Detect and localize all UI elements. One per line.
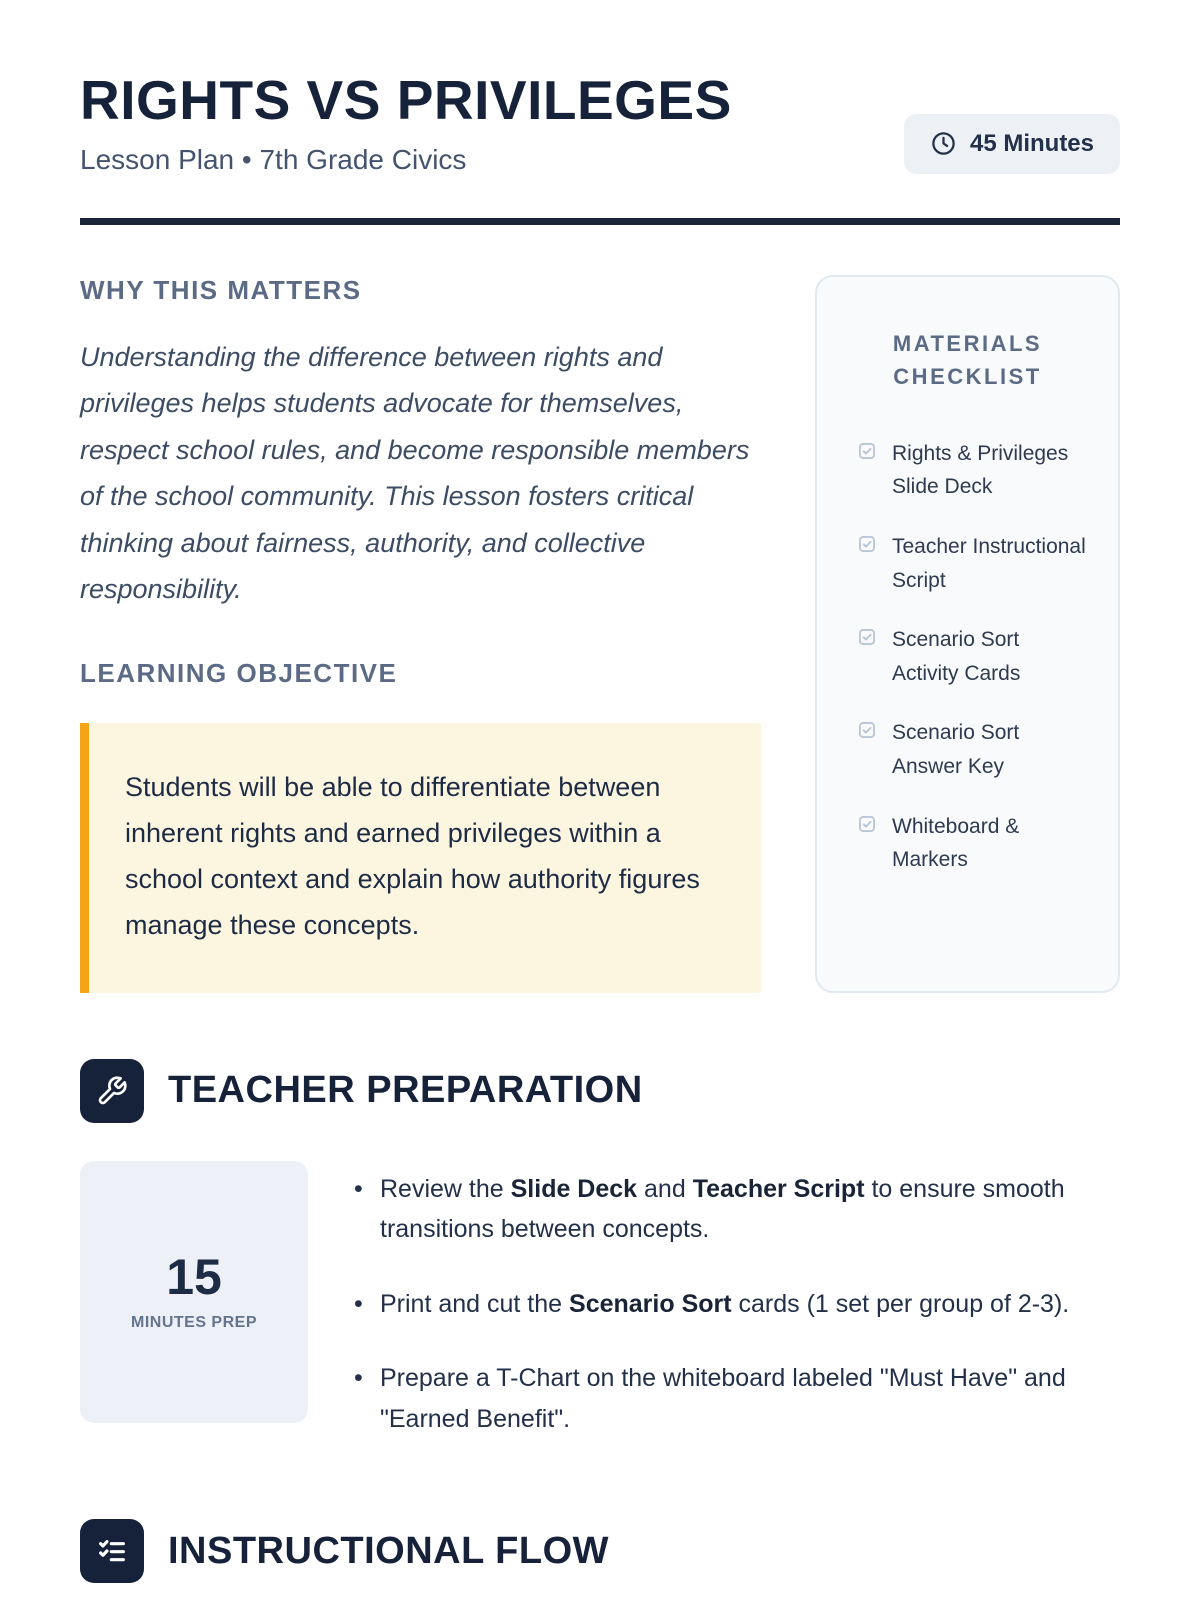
why-this-matters-heading: WHY THIS MATTERS: [80, 274, 362, 305]
header-divider: [80, 218, 1120, 225]
checkbox-checked-icon: [857, 534, 877, 554]
checklist-item-label: Whiteboard & Markers: [892, 814, 1020, 872]
main-content: [80, 275, 1120, 993]
prep-minutes-value: 15: [166, 1248, 222, 1305]
learning-objective-heading: LEARNING OBJECTIVE: [80, 658, 398, 689]
teacher-preparation-header: [80, 1059, 1120, 1123]
why-this-matters-body: Understanding the difference between rights and privileges helps students advocate for themselves, respect school rules, and become responsible members of the school community. This lesson fosters critical thinking about fairness, authority, and collective responsibility.: [80, 341, 750, 604]
prep-step-text: Print and cut the Scenario Sort cards (1 set per group of 2-3).: [380, 1289, 1070, 1318]
materials-checklist-card: [815, 275, 1120, 993]
checklist-item: [857, 716, 1086, 783]
page-title: RIGHTS VS PRIVILEGES: [80, 69, 732, 131]
header-titles: [80, 69, 732, 176]
instructional-flow-header: [80, 1519, 1120, 1583]
teacher-preparation-content: [80, 1161, 1120, 1440]
prep-steps-list: [350, 1161, 1120, 1440]
checklist-item-label: Scenario Sort Answer Key: [892, 721, 1020, 778]
checkbox-checked-icon: [857, 441, 877, 461]
instructional-flow-title: INSTRUCTIONAL FLOW: [168, 1529, 610, 1572]
duration-label: 45 Minutes: [969, 129, 1094, 157]
checkbox-checked-icon: [857, 720, 877, 740]
prep-step: [350, 1358, 1120, 1439]
checklist-item: [857, 623, 1086, 690]
checklist-item-label: Teacher Instructional Script: [892, 534, 1086, 592]
materials-checklist-heading: MATERIALS CHECKLIST: [892, 330, 1043, 389]
clock-icon: [930, 130, 957, 157]
teacher-preparation-section: [80, 1059, 1120, 1440]
learning-objective-callout: [80, 723, 761, 993]
checkbox-checked-icon: [857, 814, 877, 834]
checklist-item: [857, 810, 1086, 877]
checklist-item-label: Rights & Privileges Slide Deck: [892, 441, 1069, 499]
prep-step: [350, 1284, 1120, 1325]
checklist-item: [857, 530, 1086, 597]
instructional-flow-section: [80, 1519, 1120, 1583]
checkbox-checked-icon: [857, 627, 877, 647]
checklist-item-label: Scenario Sort Activity Cards: [892, 628, 1021, 685]
prep-step-text: Prepare a T-Chart on the whiteboard labeled "Must Have" and "Earned Benefit".: [380, 1364, 1066, 1433]
teacher-preparation-title: TEACHER PREPARATION: [168, 1069, 643, 1112]
checklist-item: [857, 437, 1086, 504]
page-subtitle: Lesson Plan • 7th Grade Civics: [80, 143, 467, 175]
narrative-column: [80, 275, 761, 993]
prep-step-text: Review the Slide Deck and Teacher Script to ensure smooth transitions between concepts.: [380, 1174, 1065, 1244]
prep-step: [350, 1169, 1120, 1250]
wrench-icon: [80, 1059, 144, 1123]
materials-list: [845, 437, 1090, 877]
learning-objective-body: Students will be able to differentiate between inherent rights and earned privileges within a school context and explain how authority figures manage these concepts.: [125, 772, 700, 941]
prep-time-box: [80, 1161, 308, 1423]
list-check-icon: [80, 1519, 144, 1583]
duration-badge: [904, 114, 1120, 174]
header: [80, 69, 1120, 176]
prep-minutes-label: MINUTES PREP: [130, 1313, 257, 1331]
